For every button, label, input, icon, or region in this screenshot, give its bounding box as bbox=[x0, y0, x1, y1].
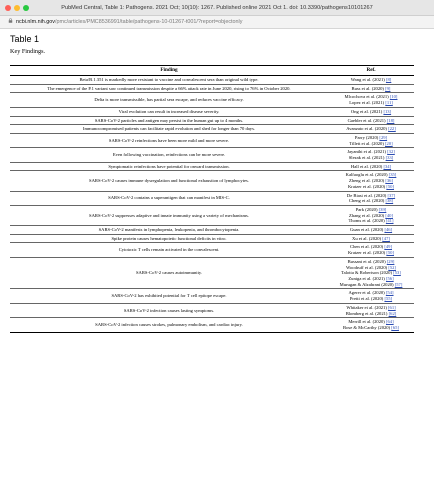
reference-author: Guan et al. (2020) bbox=[349, 227, 385, 233]
finding-cell: Viral evolution can result in increased disease severity. bbox=[10, 107, 328, 116]
reference-link[interactable]: [55] bbox=[384, 296, 393, 302]
reference-author: Zheng et al. (2020) bbox=[348, 178, 386, 184]
reference-author: Whitaker et al. (2021) bbox=[346, 304, 389, 310]
finding-cell: Even following vaccination, reinfections can be more severe. bbox=[10, 148, 328, 162]
reference-cell bbox=[328, 205, 414, 225]
reference-author: Merrill et al. (2020) bbox=[348, 319, 386, 325]
reference-author: Wang et al. (2021) bbox=[350, 77, 386, 82]
reference-link[interactable]: [53] bbox=[393, 270, 401, 276]
finding-cell: SARS-CoV-2 reinfections have been more mild and more severe. bbox=[10, 133, 328, 147]
reference-author: Buss et al. (2020) bbox=[351, 85, 386, 91]
reference-cell bbox=[328, 191, 414, 205]
address-bar[interactable] bbox=[0, 16, 434, 29]
reference-entry bbox=[328, 250, 414, 256]
reference-entry bbox=[328, 311, 414, 317]
reference-entry bbox=[328, 86, 414, 92]
reference-author: Lopez et al. (2021) bbox=[349, 100, 386, 106]
finding-cell: Delta is more transmissible, has partial sera escape, and reduces vaccine efficacy. bbox=[10, 93, 328, 107]
table-row bbox=[10, 93, 414, 107]
reference-cell bbox=[328, 76, 414, 85]
column-header-ref: Ref. bbox=[328, 66, 414, 76]
close-window-button[interactable] bbox=[5, 5, 11, 11]
reference-link[interactable]: [33] bbox=[385, 155, 394, 161]
reference-entry bbox=[328, 100, 414, 106]
finding-cell: SARS-CoV-2 causes immune dysregulation and functional exhaustion of lymphocytes. bbox=[10, 171, 328, 191]
reference-cell bbox=[328, 107, 414, 116]
table-row bbox=[10, 243, 414, 257]
reference-author: Blomberg et al. (2021) bbox=[345, 310, 389, 316]
table-row bbox=[10, 162, 414, 171]
reference-entry bbox=[328, 227, 414, 233]
reference-author: Gaebler et al. (2021) bbox=[347, 117, 387, 123]
url-path: /pmc/articles/PMC8536991/table/pathogens-10-01267-t001/?report=objectonly bbox=[54, 19, 243, 25]
reference-cell bbox=[328, 318, 414, 332]
table-row bbox=[10, 318, 414, 332]
table-row bbox=[10, 125, 414, 134]
reference-cell bbox=[328, 116, 414, 125]
finding-cell: The emergence of the P.1 variant saw continued transmission despite a 66% attack rate in June 2020, rising to 76% in October 2020. bbox=[10, 84, 328, 93]
reference-cell bbox=[328, 133, 414, 147]
reference-link[interactable]: [62] bbox=[388, 310, 397, 316]
page-content bbox=[10, 29, 426, 333]
reference-link[interactable]: [13] bbox=[383, 108, 392, 114]
reference-author: Talotta & Robertson (2020) bbox=[341, 270, 394, 276]
reference-link[interactable]: [61] bbox=[388, 304, 396, 310]
reference-author: Pretti et al. (2020) bbox=[349, 296, 385, 302]
table-row bbox=[10, 205, 414, 225]
reference-author: Parry (2020) bbox=[354, 134, 380, 140]
reference-link[interactable]: [22] bbox=[388, 126, 396, 132]
findings-table bbox=[10, 65, 414, 333]
reference-entry bbox=[328, 118, 414, 124]
finding-cell: Symptomatic reinfections have potential for onward transmission. bbox=[10, 162, 328, 171]
reference-author: Jayanthi et al. (2021) bbox=[347, 149, 388, 155]
reference-link[interactable]: [38] bbox=[385, 198, 394, 204]
reference-cell bbox=[328, 226, 414, 235]
reference-author: Hall et al. (2020) bbox=[350, 163, 384, 169]
reference-author: Kratzer et al. (2020) bbox=[347, 183, 387, 189]
reference-link[interactable]: [40] bbox=[385, 212, 393, 218]
reference-author: Kratzer et al. (2020) bbox=[347, 250, 387, 256]
table-caption: Key Findings. bbox=[10, 48, 46, 55]
minimize-window-button[interactable] bbox=[14, 5, 20, 11]
zoom-window-button[interactable] bbox=[23, 5, 29, 11]
reference-link[interactable]: [35] bbox=[388, 172, 397, 178]
table-row bbox=[10, 171, 414, 191]
reference-link[interactable]: [39] bbox=[378, 206, 387, 212]
reference-entry bbox=[328, 325, 414, 331]
reference-author: Mlcochova et al. (2021) bbox=[344, 94, 390, 100]
reference-cell bbox=[328, 243, 414, 257]
reference-link[interactable]: [65] bbox=[391, 324, 399, 330]
reference-cell bbox=[328, 303, 414, 317]
reference-cell bbox=[328, 148, 414, 162]
reference-link[interactable]: [36] bbox=[385, 178, 393, 184]
reference-cell bbox=[328, 171, 414, 191]
reference-link[interactable]: [29] bbox=[379, 134, 388, 140]
reference-author: Zuniga et al. (2021) bbox=[348, 275, 386, 281]
table-row bbox=[10, 148, 414, 162]
reference-author: Ong et al. (2021) bbox=[350, 108, 384, 114]
reference-link[interactable]: [29] bbox=[386, 258, 395, 264]
reference-author: Xu et al. (2020) bbox=[352, 235, 383, 241]
reference-entry bbox=[328, 296, 414, 302]
table-row bbox=[10, 226, 414, 235]
reference-link[interactable]: [37] bbox=[387, 192, 396, 198]
table-row bbox=[10, 107, 414, 116]
reference-cell bbox=[328, 257, 414, 289]
reference-link[interactable]: [49] bbox=[384, 244, 392, 250]
reference-link[interactable]: [20] bbox=[385, 140, 393, 146]
window-titlebar bbox=[0, 0, 434, 16]
finding-cell: SARS-CoV-2 has exhibited potential for T cell epitope escape. bbox=[10, 289, 328, 303]
table-row bbox=[10, 116, 414, 125]
reference-cell bbox=[328, 289, 414, 303]
finding-cell: SARS-CoV-2 manifests in lymphopenia, leukopenia, and thrombocytopenia. bbox=[10, 226, 328, 235]
reference-link[interactable]: [64] bbox=[385, 319, 394, 325]
reference-link[interactable]: [9] bbox=[385, 85, 391, 91]
reference-author: Agerer et al. (2020) bbox=[348, 290, 386, 296]
reference-link[interactable]: [41] bbox=[385, 218, 394, 224]
reference-link[interactable]: [34] bbox=[383, 163, 392, 169]
reference-link[interactable]: [47] bbox=[382, 235, 390, 241]
reference-cell bbox=[328, 125, 414, 134]
reference-link[interactable]: [11] bbox=[385, 100, 393, 106]
reference-entry bbox=[328, 164, 414, 170]
reference-entry bbox=[328, 109, 414, 115]
reference-author: Avanzato et al. (2020) bbox=[346, 126, 389, 132]
table-row bbox=[10, 257, 414, 289]
reference-link[interactable]: [57] bbox=[394, 281, 403, 287]
reference-link[interactable]: [8] bbox=[385, 77, 392, 82]
reference-entry bbox=[328, 77, 414, 83]
reference-author: Woodruff et al. (2020) bbox=[346, 264, 389, 270]
reference-entry bbox=[328, 236, 414, 242]
reference-entry bbox=[328, 282, 414, 288]
reference-entry bbox=[328, 141, 414, 147]
finding-cell: Immunocompromised patients can facilitate rapid evolution and shed for longer than 70 days. bbox=[10, 125, 328, 134]
finding-cell: SARS-CoV-2 contains a superantigen that can manifest in MIS-C. bbox=[10, 191, 328, 205]
reference-author: Bussani et al. (2020) bbox=[347, 258, 387, 264]
reference-link[interactable]: [32] bbox=[387, 149, 395, 155]
finding-cell: Spike protein causes hematopoietic functional deficits in vitro. bbox=[10, 234, 328, 243]
table-body bbox=[10, 76, 414, 333]
reference-author: Tillett et al. (2020) bbox=[349, 140, 386, 146]
table-row bbox=[10, 289, 414, 303]
window-controls bbox=[5, 5, 29, 11]
page-title: Table 1 bbox=[10, 34, 40, 44]
table-row bbox=[10, 133, 414, 147]
table-row bbox=[10, 303, 414, 317]
finding-cell: SARS-CoV-2 particles and antigen may persist in the human gut up to 4 months. bbox=[10, 116, 328, 125]
table-row bbox=[10, 234, 414, 243]
window-title: PubMed Central, Table 1: Pathogens. 2021 Oct; 10(10): 1267. Published online 2021 Oct 1. doi: 10.3390/pathogens10101267 bbox=[61, 5, 373, 11]
reference-cell bbox=[328, 162, 414, 171]
reference-entry bbox=[328, 218, 414, 224]
finding-cell: Beta/B.1.351 is markedly more resistant to vaccine and convalescent sera than original wild type. bbox=[10, 76, 328, 85]
reference-link[interactable]: [46] bbox=[384, 227, 393, 233]
table-row bbox=[10, 76, 414, 85]
reference-link[interactable]: [18] bbox=[386, 117, 395, 123]
reference-author: Cheng et al. (2020) bbox=[348, 198, 386, 204]
reference-author: Thoms et al. (2020) bbox=[348, 218, 386, 224]
url-host: ncbi.nlm.nih.gov bbox=[16, 19, 55, 25]
reference-link[interactable]: [56] bbox=[385, 275, 394, 281]
finding-cell: Cytotoxic T cells remain activated in the convalescent. bbox=[10, 243, 328, 257]
reference-author: Bose & McCarthy (2020) bbox=[343, 324, 392, 330]
lock-icon bbox=[8, 18, 13, 23]
table-row bbox=[10, 84, 414, 93]
table-header-row bbox=[10, 66, 414, 76]
reference-author: Park (2020) bbox=[355, 206, 379, 212]
reference-link[interactable]: [52] bbox=[388, 264, 396, 270]
reference-cell bbox=[328, 93, 414, 107]
reference-author: Zhang et al. (2020) bbox=[348, 212, 386, 218]
reference-author: Chen et al. (2020) bbox=[350, 244, 385, 250]
finding-cell: SARS-CoV-2 infection causes strokes, pulmonary embolism, and cardiac injury. bbox=[10, 318, 328, 332]
reference-cell bbox=[328, 234, 414, 243]
finding-cell: SARS-CoV-2 causes autoimmunity. bbox=[10, 257, 328, 289]
reference-link[interactable]: [50] bbox=[386, 250, 395, 256]
reference-entry bbox=[328, 155, 414, 161]
reference-author: De Biasi et al. (2020) bbox=[346, 192, 388, 198]
reference-cell bbox=[328, 84, 414, 93]
reference-link[interactable]: [54] bbox=[385, 290, 394, 296]
reference-entry bbox=[328, 184, 414, 190]
table-row bbox=[10, 191, 414, 205]
reference-author: Slezak et al. (2021) bbox=[348, 155, 386, 161]
reference-link[interactable]: [10] bbox=[389, 94, 398, 100]
reference-entry bbox=[328, 126, 414, 132]
reference-entry bbox=[328, 198, 414, 204]
finding-cell: SARS-CoV-2 suppresses adaptive and innate immunity using a variety of mechanisms. bbox=[10, 205, 328, 225]
column-header-finding: Finding bbox=[10, 66, 328, 76]
reference-link[interactable]: [50] bbox=[386, 183, 395, 189]
reference-author: Murugan & Alzahrani (2020) bbox=[339, 281, 395, 287]
reference-author: Kalfaoglu et al. (2020) bbox=[345, 172, 389, 178]
finding-cell: SARS-CoV-2 infection causes lasting symptoms. bbox=[10, 303, 328, 317]
